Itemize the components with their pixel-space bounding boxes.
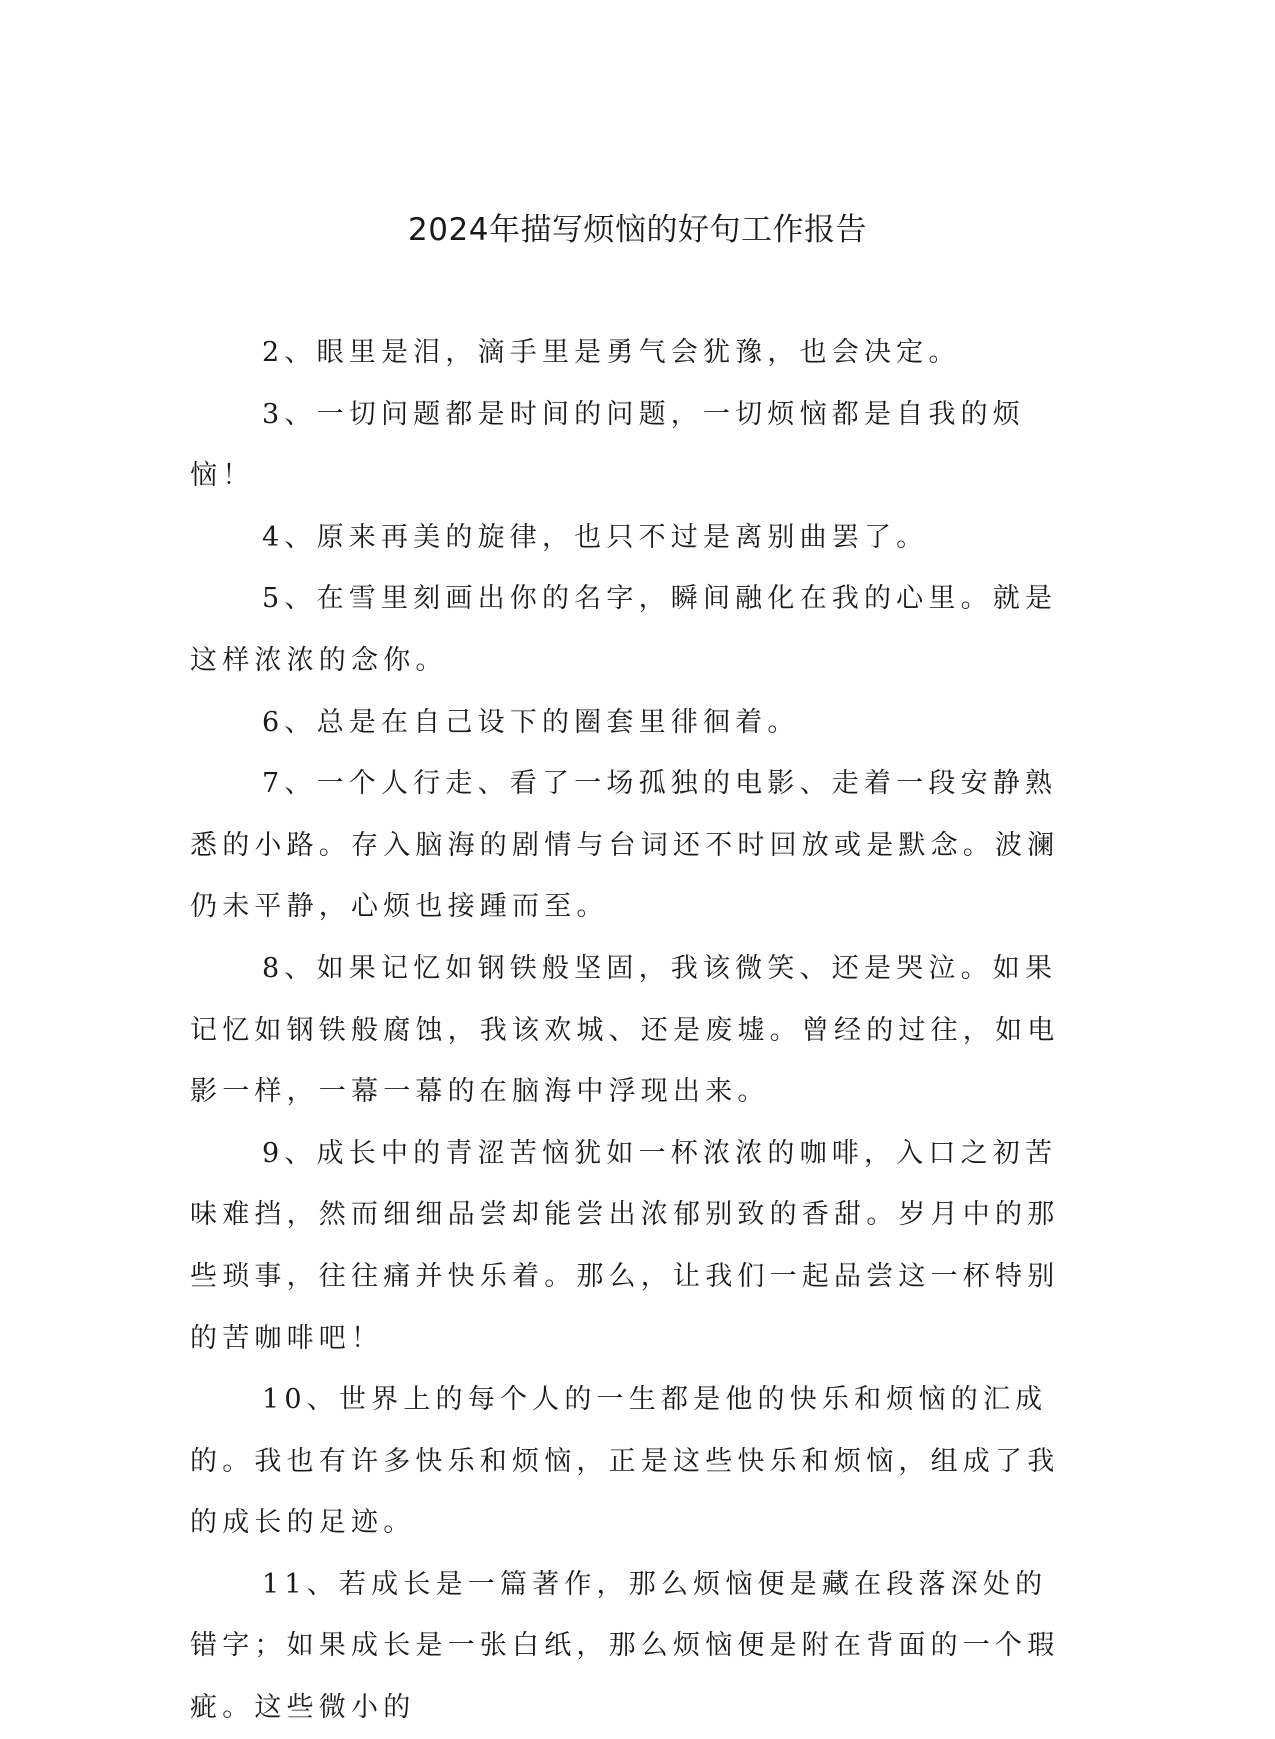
paragraph-item-4: 4、原来再美的旋律，也只不过是离别曲罢了。 — [262, 521, 929, 553]
paragraph-item-6: 6、总是在自己设下的圈套里徘徊着。 — [262, 706, 800, 738]
document-body — [190, 322, 1075, 1739]
paragraph-item-7: 7、一个人行走、看了一场孤独的电影、走着一段安静熟悉的小路。存入脑海的剧情与台词还不时回放或是默念。波澜仍未平静，心烦也接踵而至。 — [190, 768, 1060, 923]
paragraph-item-11: 11、若成长是一篇著作，那么烦恼便是藏在段落深处的错字；如果成长是一张白纸，那么烦恼便是附在背面的一个瑕疵。这些微小的 — [190, 1568, 1060, 1724]
paragraph-item-2: 2、眼里是泪，滴手里是勇气会犹豫，也会决定。 — [262, 337, 961, 368]
paragraph-item-3: 3、一切问题都是时间的问题，一切烦恼都是自我的烦恼！ — [190, 398, 1025, 492]
paragraph-item-10: 10、世界上的每个人的一生都是他的快乐和烦恼的汇成的。我也有许多快乐和烦恼，正是这些快乐和烦恼，组成了我的成长的足迹。 — [190, 1384, 1060, 1539]
document-title: 2024年描写烦恼的好句工作报告 — [408, 212, 867, 248]
paragraph-item-5: 5、在雪里刻画出你的名字，瞬间融化在我的心里。就是这样浓浓的念你。 — [190, 583, 1058, 676]
paragraph-item-8: 8、如果记忆如钢铁般坚固，我该微笑、还是哭泣。如果记忆如钢铁般腐蚀，我该欢城、还是废墟。曾经的过往，如电影一样，一幕一幕的在脑海中浮现出来。 — [190, 952, 1060, 1108]
paragraph-item-9: 9、成长中的青涩苦恼犹如一杯浓浓的咖啡，入口之初苦味难挡，然而细细品尝却能尝出浓郁别致的香甜。岁月中的那些琐事，往往痛并快乐着。那么，让我们一起品尝这一杯特别的苦咖啡吧！ — [190, 1137, 1060, 1354]
